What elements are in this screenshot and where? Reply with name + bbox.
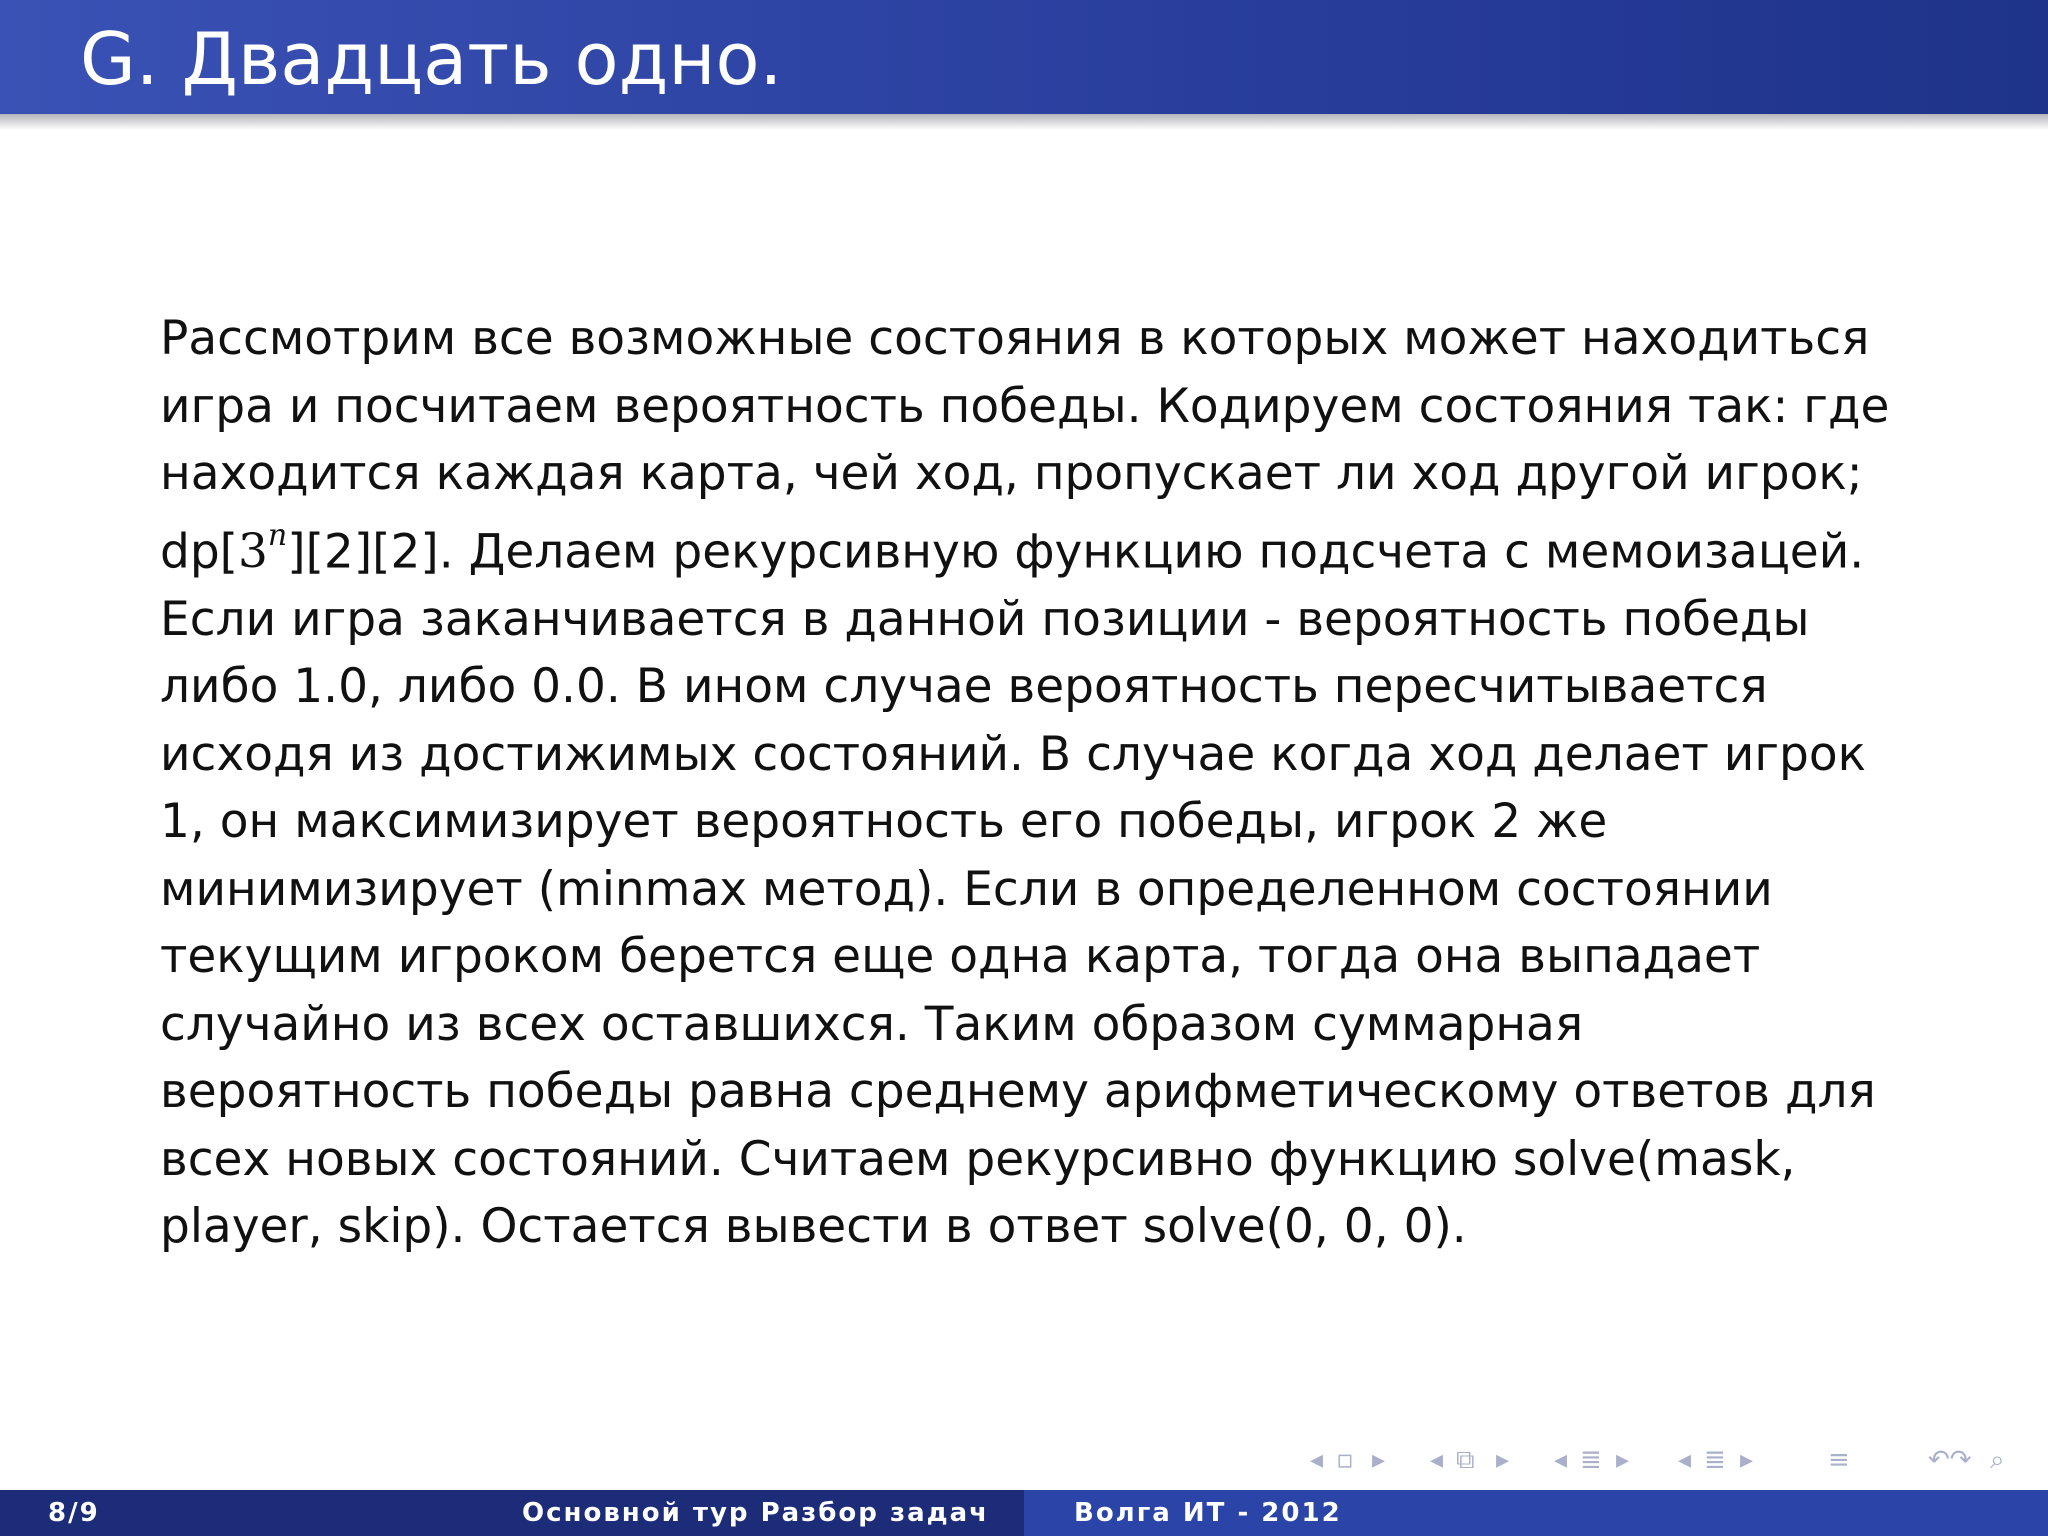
body-line: текущим игроком берется еще одна карта, тогда она выпадает bbox=[160, 929, 1761, 985]
dp-prefix: dp[ bbox=[160, 524, 239, 580]
footer-left-panel bbox=[0, 1490, 1024, 1536]
title-bar bbox=[0, 0, 2048, 114]
math-exponent: n bbox=[267, 517, 288, 553]
body-line: либо 1.0, либо 0.0. В ином случае вероятность пересчитывается bbox=[160, 659, 1768, 715]
body-line: Рассмотрим все возможные состояния в которых может находиться bbox=[160, 311, 1870, 366]
body-line: player, skip). Остается вывести в ответ solve(0, 0, 0). bbox=[160, 1199, 1467, 1255]
prev-section-icon[interactable]: ◂ bbox=[1554, 1445, 1568, 1475]
toc-icon[interactable]: ≡ bbox=[1828, 1445, 1850, 1475]
body-line-formula bbox=[160, 508, 1900, 586]
section-icon[interactable]: ≣ bbox=[1580, 1445, 1602, 1475]
search-icon[interactable]: ⌕ bbox=[1990, 1445, 2005, 1475]
footer bbox=[0, 1490, 2048, 1536]
prev-frame-icon[interactable]: ◂ bbox=[1310, 1445, 1324, 1475]
next-slide-icon[interactable]: ▸ bbox=[1740, 1445, 1754, 1475]
next-subsection-icon[interactable]: ▸ bbox=[1496, 1445, 1510, 1475]
next-frame-icon[interactable]: ▸ bbox=[1372, 1445, 1386, 1475]
title-shadow bbox=[0, 114, 2048, 130]
subsection-icon[interactable]: ⧉ bbox=[1456, 1445, 1475, 1475]
body-line: исходя из достижимых состояний. В случае когда ход делает игрок bbox=[160, 726, 1866, 782]
footer-right-panel bbox=[1024, 1490, 2048, 1536]
dp-suffix: ][2][2]. Делаем рекурсивную функцию подсчета с мемоизацей. bbox=[287, 524, 1865, 580]
undo-icon[interactable]: ↶↷ bbox=[1928, 1445, 1972, 1475]
body-line: находится каждая карта, чей ход, пропускает ли ход другой игрок; bbox=[160, 446, 1863, 501]
body-line: минимизирует (minmax метод). Если в определенном состоянии bbox=[160, 861, 1773, 917]
math-base: 3 bbox=[238, 524, 268, 580]
prev-slide-icon[interactable]: ◂ bbox=[1678, 1445, 1692, 1475]
footer-event: Волга ИТ - 2012 bbox=[1074, 1498, 1342, 1528]
beamer-navigation bbox=[1300, 1440, 2040, 1480]
slide-body bbox=[160, 305, 1900, 1261]
body-line: вероятность победы равна среднему арифметическому ответов для bbox=[160, 1064, 1876, 1120]
slide-title: G. Двадцать одно. bbox=[80, 17, 783, 101]
footer-section-title: Основной тур Разбор задач bbox=[522, 1498, 990, 1528]
frame-icon[interactable]: ▫ bbox=[1336, 1445, 1354, 1475]
body-line: игра и посчитаем вероятность победы. Кодируем состояния так: где bbox=[160, 378, 1890, 434]
body-line: Если игра заканчивается в данной позиции - вероятность победы bbox=[160, 591, 1810, 647]
body-line: 1, он максимизирует вероятность его победы, игрок 2 же bbox=[160, 794, 1608, 850]
next-section-icon[interactable]: ▸ bbox=[1616, 1445, 1630, 1475]
slide-list-icon[interactable]: ≣ bbox=[1704, 1445, 1726, 1475]
math-power bbox=[238, 517, 288, 580]
body-line: случайно из всех оставшихся. Таким образом суммарная bbox=[160, 996, 1584, 1052]
page-number: 8/9 bbox=[48, 1498, 100, 1528]
body-line: всех новых состояний. Считаем рекурсивно функцию solve(mask, bbox=[160, 1131, 1796, 1187]
prev-subsection-icon[interactable]: ◂ bbox=[1430, 1445, 1444, 1475]
